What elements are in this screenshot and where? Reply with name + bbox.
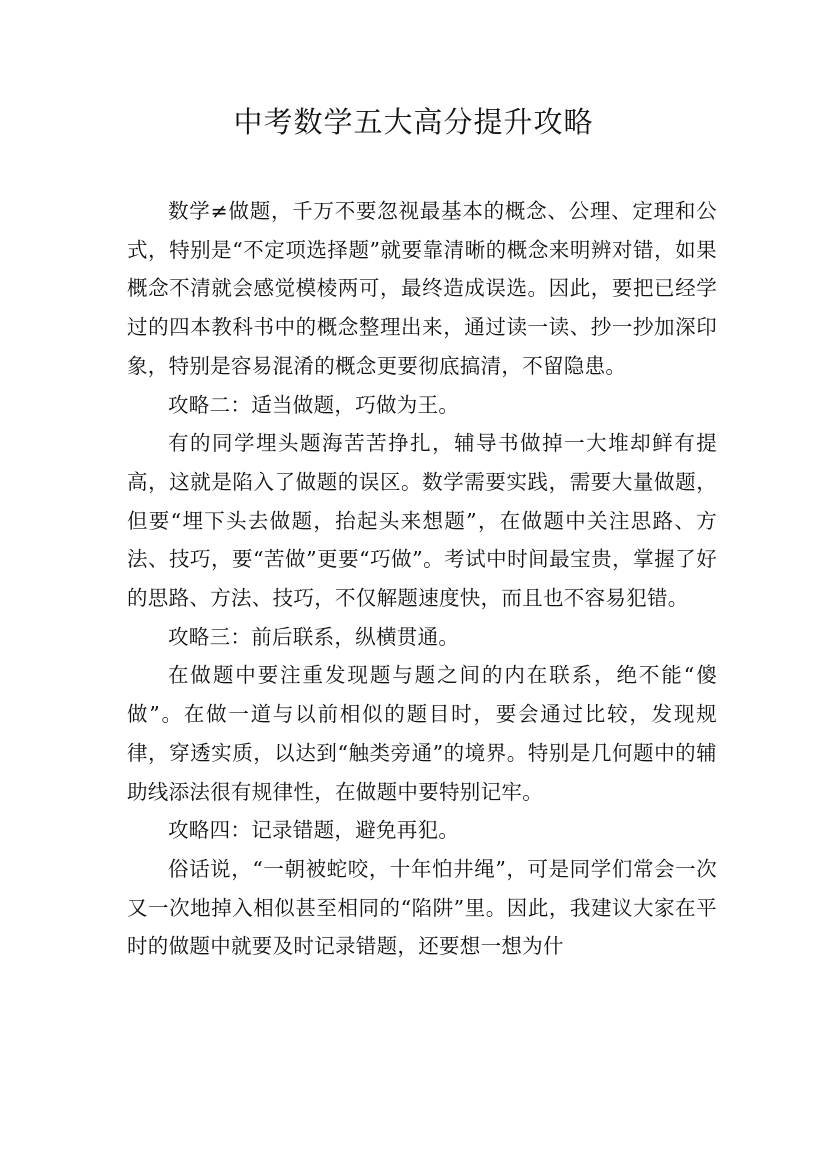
document-body: [127, 192, 717, 966]
section-heading-strategy-2: 攻略二：适当做题，巧做为王。: [168, 392, 460, 417]
paragraph-strategy-4: 俗话说，“一朝被蛇咬，十年怕井绳”，可是同学们常会一次又一次地掉入相似甚至相同的“陷阱”里。因此，我建议大家在平时的做题中就要及时记录错题，还要想一想为什: [127, 856, 717, 959]
paragraph-concepts: 数学≠做题，千万不要忽视最基本的概念、公理、定理和公式，特别是“不定项选择题”就要靠清晰的概念来明辨对错，如果概念不清就会感觉模棱两可，最终造成误选。因此，要把已经学过的四本教科书中的概念整理出来，通过读一读、抄一抄加深印象，特别是容易混淆的概念更要彻底搞清，不留隐患。: [127, 199, 717, 378]
paragraph-strategy-2: 有的同学埋头题海苦苦挣扎，辅导书做掉一大堆却鲜有提高，这就是陷入了做题的误区。数学需要实践，需要大量做题，但要“埋下头去做题，抬起头来想题”，在做题中关注思路、方法、技巧，要“苦做”更要“巧做”。考试中时间最宝贵，掌握了好的思路、方法、技巧，不仅解题速度快，而且也不容易犯错。: [127, 431, 717, 611]
section-heading-strategy-4: 攻略四：记录错题，避免再犯。: [168, 818, 460, 843]
section-heading-strategy-3: 攻略三：前后联系，纵横贯通。: [168, 624, 460, 649]
page-title: 中考数学五大高分提升攻略: [233, 105, 594, 139]
paragraph-strategy-3: 在做题中要注重发现题与题之间的内在联系，绝不能“傻做”。在做一道与以前相似的题目时，要会通过比较，发现规律，穿透实质，以达到“触类旁通”的境界。特别是几何题中的辅助线添法很有规律性，在做题中要特别记牢。: [127, 663, 717, 804]
